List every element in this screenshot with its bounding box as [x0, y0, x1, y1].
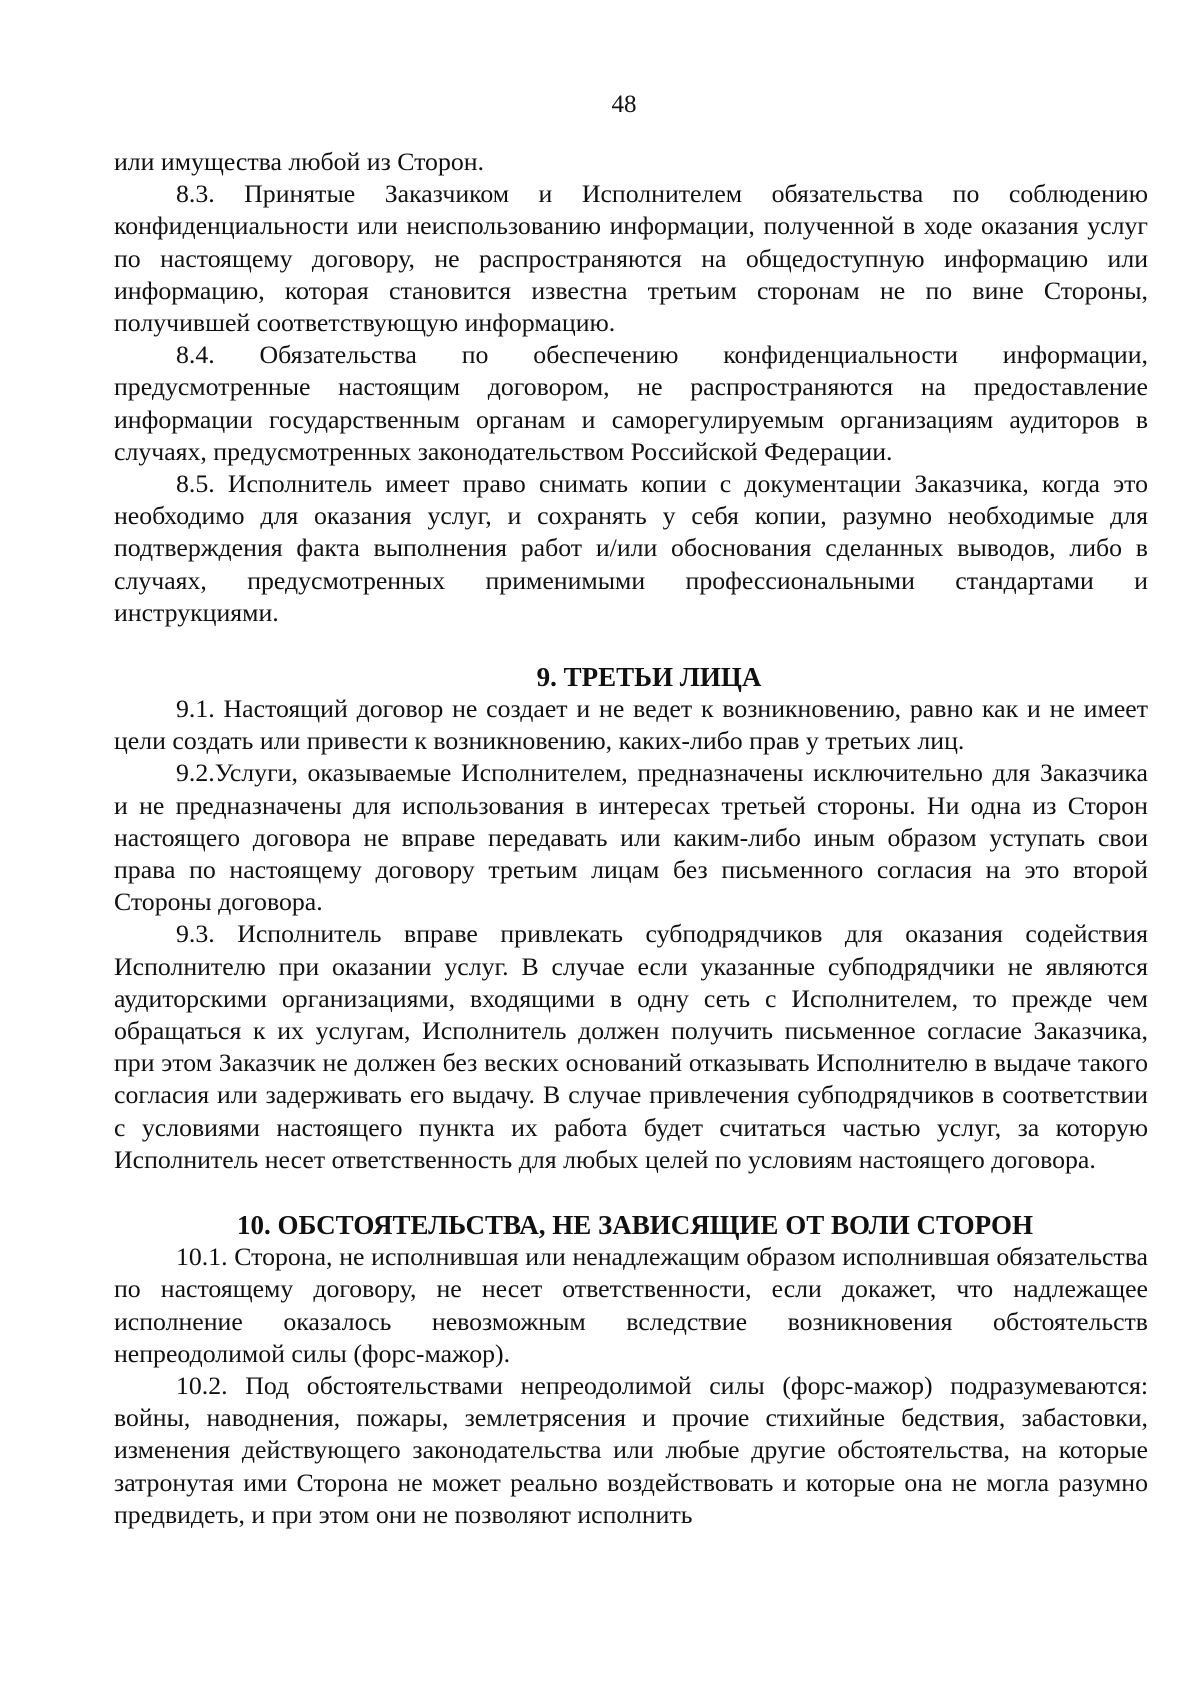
paragraph-8-2-continuation: или имущества любой из Сторон. — [114, 147, 484, 176]
section-10-heading: 10. ОБСТОЯТЕЛЬСТВА, НЕ ЗАВИСЯЩИЕ ОТ ВОЛИ СТОРОН — [237, 1210, 1033, 1241]
document-body — [114, 146, 1148, 1531]
section-9-heading: 9. ТРЕТЬИ ЛИЦА — [536, 662, 762, 693]
paragraph-10-1: 10.1. Сторона, не исполнившая или ненадлежащим образом исполнившая обязательства по настоящему договору, не несет ответственности, если докажет, что надлежащее исполнение оказалось невозможным вследствие возникновения обстоятельств непреодолимой силы (форс-мажор). — [114, 1242, 1148, 1368]
paragraph-9-2: 9.2.Услуги, оказываемые Исполнителем, предназначены исключительно для Заказчика и не предназначены для использования в интересах третьей стороны. Ни одна из Сторон настоящего договора не вправе передавать или каким-либо иным образом уступать свои права по настоящему договору третьим лицам без письменного согласия на это второй Стороны договора. — [114, 758, 1148, 917]
paragraph-8-4: 8.4. Обязательства по обеспечению конфиденциальности информации, предусмотренные настоящим договором, не распространяются на предоставление информации государственным органам и саморегулируемым организациям аудиторов в случаях, предусмотренных законодательством Российской Федерации. — [114, 340, 1148, 466]
paragraph-8-3: 8.3. Принятые Заказчиком и Исполнителем обязательства по соблюдению конфиденциальности или неиспользованию информации, полученной в ходе оказания услуг по настоящему договору, не распространяются на общедоступную информацию или информацию, которая становится известна третьим сторонам не по вине Стороны, получившей соответствующую информацию. — [114, 179, 1148, 338]
paragraph-8-5: 8.5. Исполнитель имеет право снимать копии с документации Заказчика, когда это необходимо для оказания услуг, и сохранять у себя копии, разумно необходимые для подтверждения факта выполнения работ и/или обоснования сделанных выводов, либо в случаях, предусмотренных применимыми профессиональными стандартами и инструкциями. — [114, 469, 1148, 627]
paragraph-10-2: 10.2. Под обстоятельствами непреодолимой силы (форс-мажор) подразумеваются: войны, наводнения, пожары, землетрясения и прочие стихийные бедствия, забастовки, изменения действующего законодательства или любые другие обстоятельства, на которые затронутая ими Сторона не может реально воздействовать и которые она не могла разумно предвидеть, и при этом они не позволяют исполнить — [114, 1370, 1148, 1529]
page-number: 48 — [611, 91, 637, 118]
paragraph-9-3: 9.3. Исполнитель вправе привлекать субподрядчиков для оказания содействия Исполнителю при оказании услуг. В случае если указанные субподрядчики не являются аудиторскими организациями, входящими в одну сеть с Исполнителем, то прежде чем обращаться к их услугам, Исполнитель должен получить письменное согласие Заказчика, при этом Заказчик не должен без веских оснований отказывать Исполнителю в выдаче такого согласия или задерживать его выдачу. В случае привлечения субподрядчиков в соответствии с условиями настоящего пункта их работа будет считаться частью услуг, за которую Исполнитель несет ответственность для любых целей по условиям настоящего договора. — [114, 919, 1148, 1174]
paragraph-9-1: 9.1. Настоящий договор не создает и не ведет к возникновению, равно как и не имеет цели создать или привести к возникновению, каких-либо прав у третьих лиц. — [114, 694, 1148, 756]
